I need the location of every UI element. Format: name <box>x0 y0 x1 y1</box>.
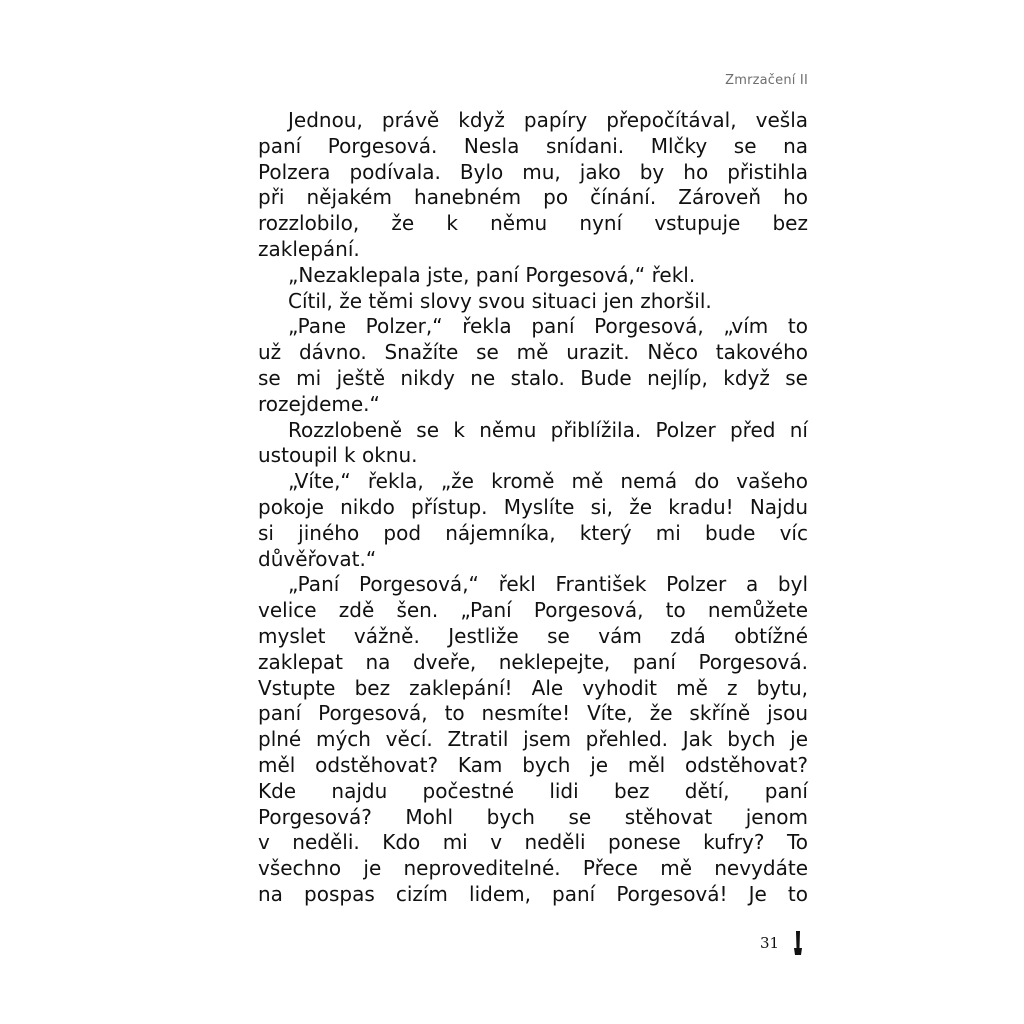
text-line: Kde najdu počestné lidi bez dětí, paní <box>258 778 808 803</box>
text-line: se mi ještě nikdy ne stalo. Bude nejlíp, když se <box>258 365 808 390</box>
text-line: na pospas cizím lidem, paní Porgesová! Je to <box>258 881 808 906</box>
text-line: Rozzlobeně se k němu přiblížila. Polzer před ní <box>288 417 808 442</box>
text-line: myslet vážně. Jestliže se vám zdá obtížné <box>258 623 808 648</box>
text-line: ustoupil k oknu. <box>258 443 418 468</box>
text-line: Vstupte bez zaklepání! Ale vyhodit mě z bytu, <box>258 675 808 700</box>
text-line: Jednou, právě když papíry přepočítával, vešla <box>288 108 808 132</box>
text-line: zaklepat na dveře, neklepejte, paní Porgesová. <box>258 649 808 674</box>
text-line: „Nezaklepala jste, paní Porgesová,“ řekl. <box>288 262 696 287</box>
text-line: rozzlobilo, že k němu nyní vstupuje bez <box>258 211 808 236</box>
text-line: už dávno. Snažíte se mě urazit. Něco takového <box>258 340 808 365</box>
text-line: měl odstěhovat? Kam bych je měl odstěhovat? <box>258 752 808 777</box>
text-line: si jiného pod nájemníka, který mi bude víc <box>258 520 808 545</box>
text-line: všechno je neproveditelné. Přece mě nevydáte <box>258 856 808 881</box>
text-line: zaklepání. <box>258 236 360 261</box>
body-text <box>258 108 808 908</box>
text-line: plné mých věcí. Ztratil jsem přehled. Jak bych je <box>258 727 808 752</box>
publisher-logo-icon <box>793 930 803 956</box>
text-line: paní Porgesová, to nesmíte! Víte, že skříně jsou <box>258 701 808 726</box>
text-line: v neděli. Kdo mi v neděli ponese kufry? To <box>258 830 808 855</box>
running-header: Zmrzačení II <box>725 73 808 88</box>
page-number: 31 <box>760 934 780 952</box>
text-line: paní Porgesová. Nesla snídani. Mlčky se na <box>258 133 808 158</box>
text-line: Porgesová? Mohl bych se stěhovat jenom <box>258 804 808 829</box>
text-line: při nějakém hanebném po čínání. Zároveň ho <box>258 185 808 210</box>
text-line: rozejdeme.“ <box>258 391 380 416</box>
text-line: „Paní Porgesová,“ řekl František Polzer a byl <box>288 572 808 597</box>
text-line: pokoje nikdo přístup. Myslíte si, že kradu! Najdu <box>258 494 808 519</box>
text-line: „Pane Polzer,“ řekla paní Porgesová, „vím to <box>288 314 808 339</box>
text-line: důvěřovat.“ <box>258 546 377 571</box>
page-footer <box>760 930 803 956</box>
text-line: Cítil, že těmi slovy svou situaci jen zhoršil. <box>288 288 712 313</box>
text-line: „Víte,“ řekla, „že kromě mě nemá do vašeho <box>288 469 808 494</box>
text-line: Polzera podívala. Bylo mu, jako by ho přistihla <box>258 159 808 184</box>
text-line: velice zdě šen. „Paní Porgesová, to nemůžete <box>258 598 808 623</box>
